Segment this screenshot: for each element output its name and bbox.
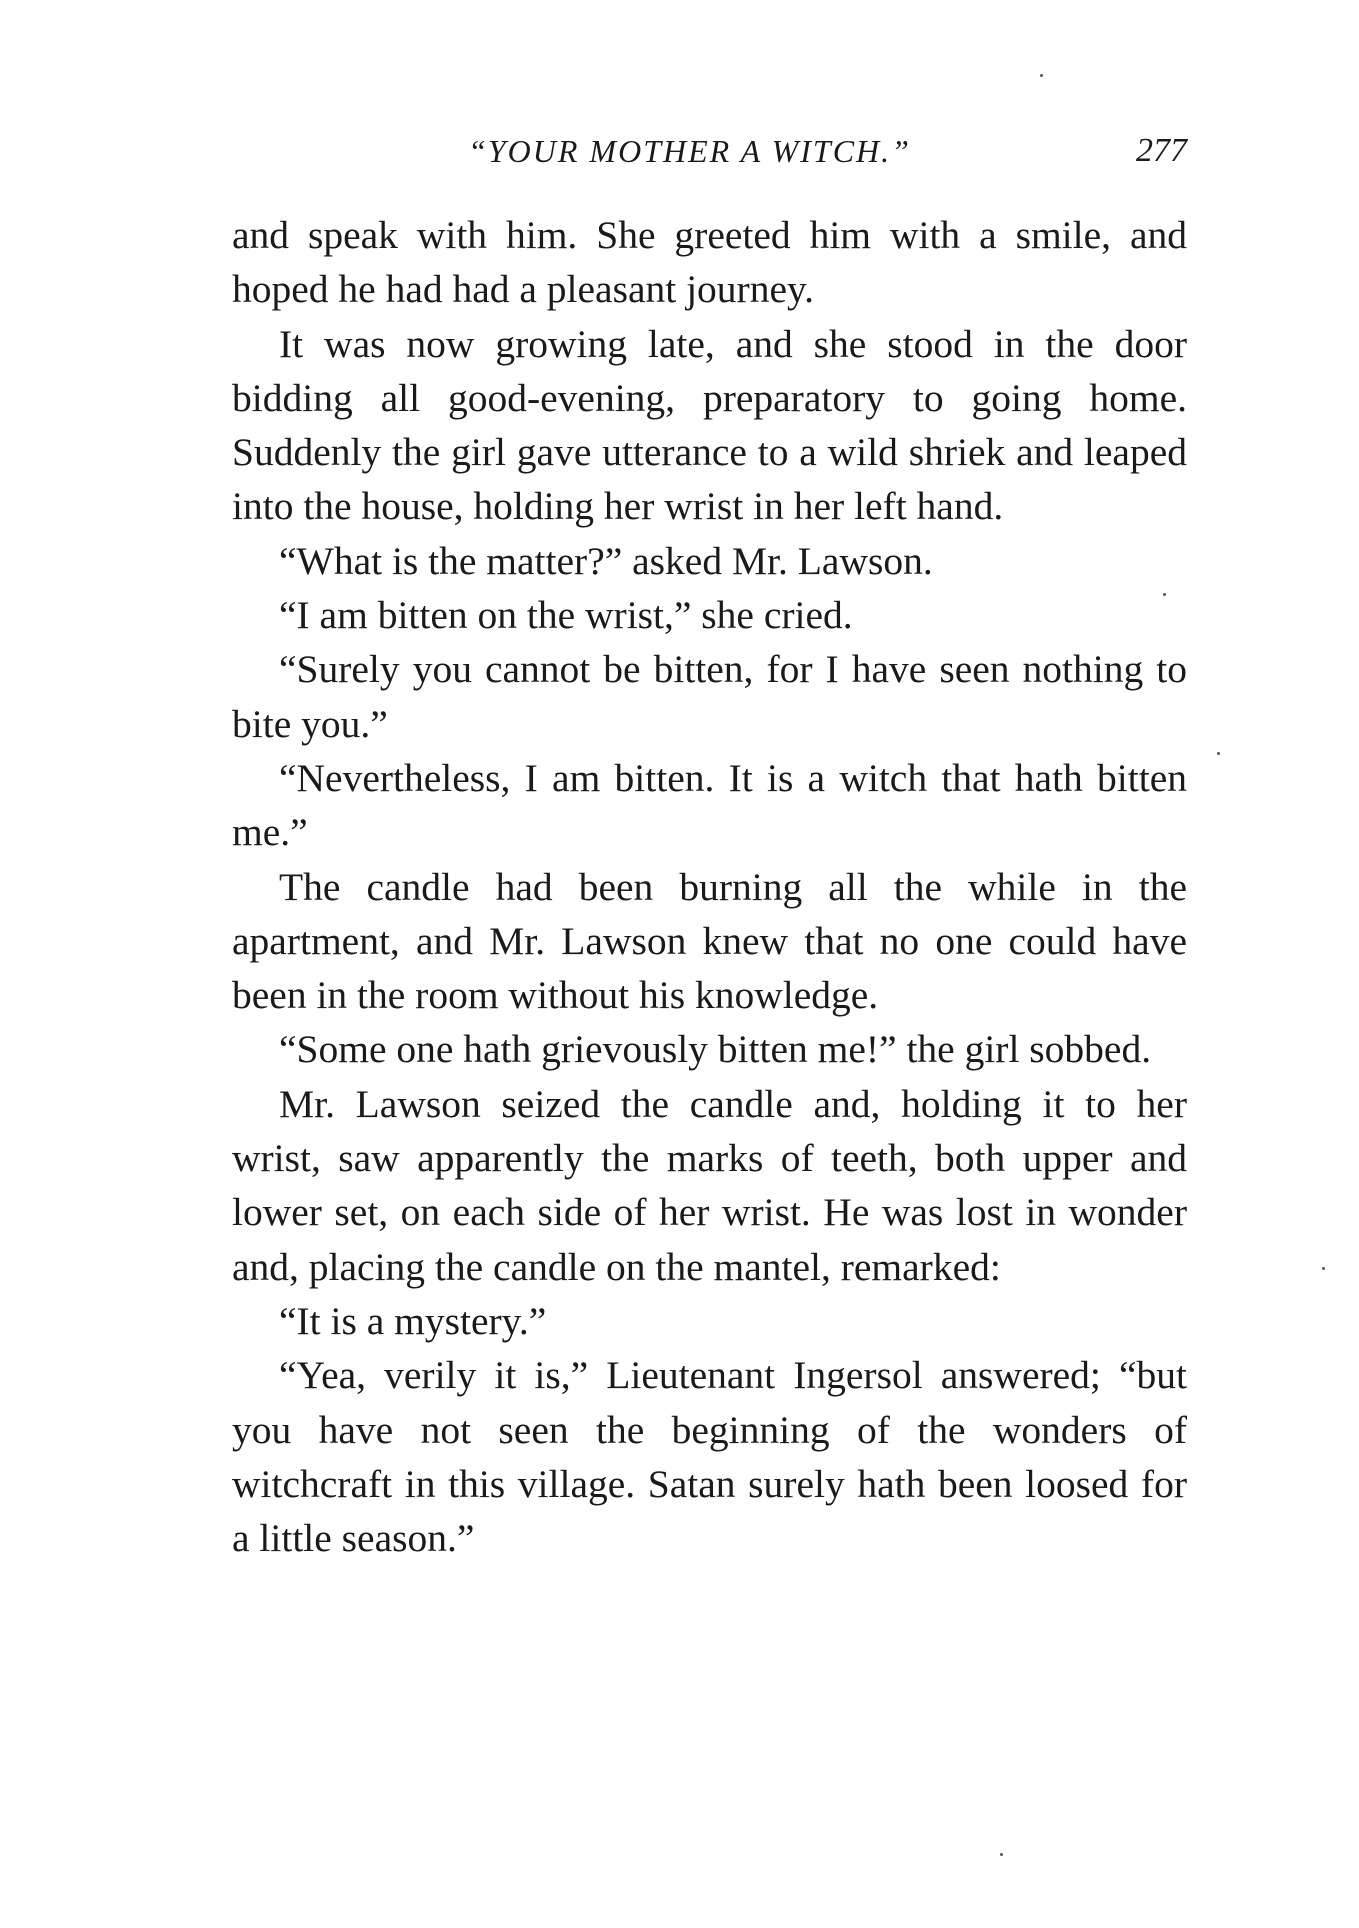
print-speck: [1040, 74, 1043, 77]
paragraph: Mr. Lawson seized the candle and, holding it to her wrist, saw apparently the marks of teeth, both upper and lower set, on each side of her wrist. He was lost in wonder and, placing the candle on the mantel, remarked:: [232, 1081, 1187, 1289]
print-speck: [1163, 593, 1166, 596]
page-number: 277: [1136, 132, 1187, 169]
paragraph: “I am bitten on the wrist,” she cried.: [279, 593, 853, 638]
paragraph: and speak with him. She greeted him with a smile, and hoped he had had a pleasant journey.: [232, 213, 1187, 312]
paragraph: The candle had been burning all the while in the apartment, and Mr. Lawson knew that no one could have been in the room without his knowledge.: [232, 864, 1187, 1018]
paragraph: “Yea, verily it is,” Lieutenant Ingersol answered; “but you have not seen the beginning of the wonders of witchcraft in this village. Satan surely hath been loosed for a little season.”: [232, 1353, 1187, 1561]
paragraph: It was now growing late, and she stood in the door bidding all good-evening, preparatory to going home. Suddenly the girl gave utterance to a wild shriek and leaped into the house, holding her wrist in her left hand.: [232, 321, 1187, 529]
print-speck: [1000, 1853, 1003, 1856]
running-title: “YOUR MOTHER A WITCH.”: [468, 133, 911, 169]
running-head: [232, 126, 1187, 176]
print-speck: [1322, 1267, 1325, 1270]
paragraph: “Nevertheless, I am bitten. It is a witch that hath bitten me.”: [232, 755, 1187, 855]
paragraph: “What is the matter?” asked Mr. Lawson.: [279, 538, 933, 583]
print-speck: [1217, 752, 1220, 755]
paragraph: “Surely you cannot be bitten, for I have seen nothing to bite you.”: [232, 647, 1187, 746]
paragraph: “Some one hath grievously bitten me!” the girl sobbed.: [279, 1027, 1152, 1072]
body-text: [232, 208, 1187, 1565]
paragraph: “It is a mystery.”: [279, 1298, 547, 1343]
